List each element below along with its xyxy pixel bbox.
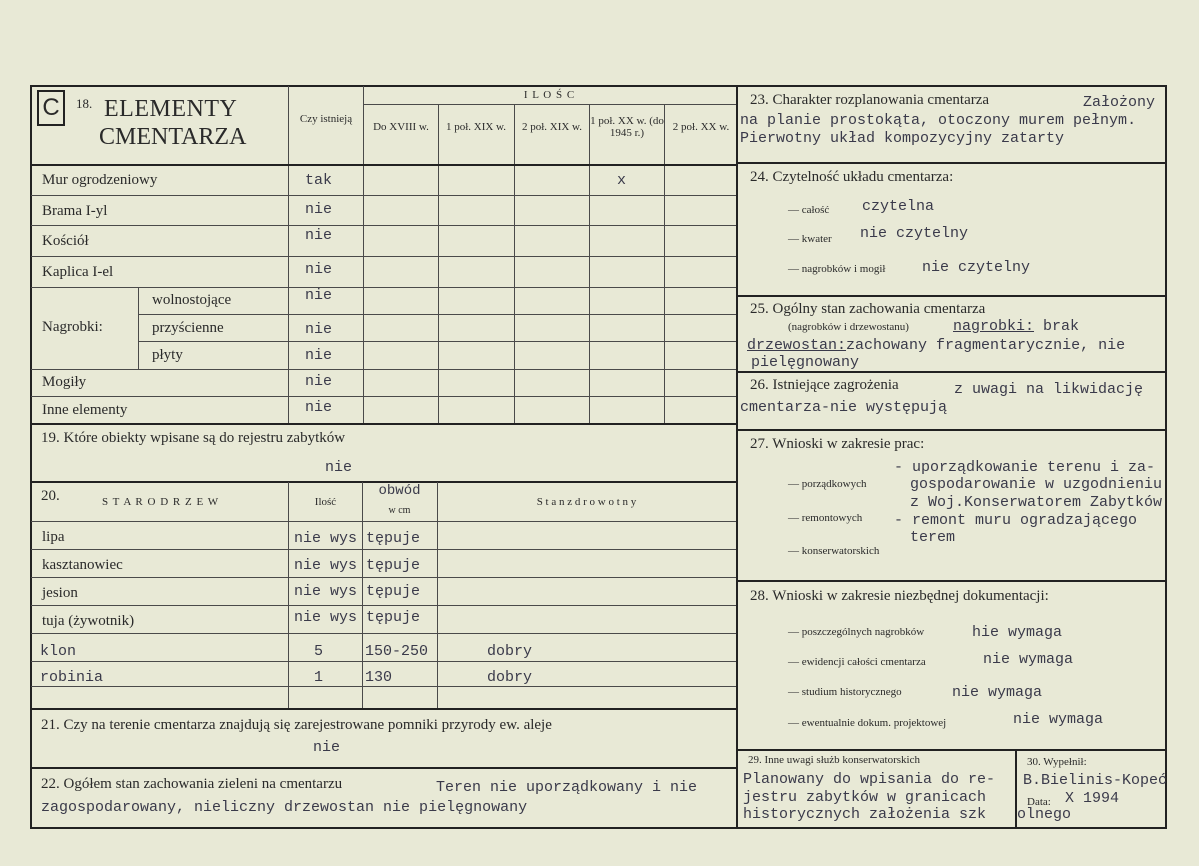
tree-name: klon — [40, 643, 77, 660]
q26-label: 26. Istniejące zagrożenia — [750, 377, 899, 393]
q28-item-label: — ewidencji całości cmentarza — [788, 656, 926, 668]
title-line1: ELEMENTY — [104, 96, 238, 122]
q20-col-obwod-unit: w cm — [388, 505, 411, 516]
tree-count: nie wys — [294, 557, 358, 574]
q30-name: B.Bielinis-Kopeć — [1023, 772, 1168, 789]
tree-name: tuja (żywotnik) — [42, 613, 135, 629]
q20-col-ilosc: Ilość — [314, 496, 337, 508]
q28-item-label: — ewentualnie dokum. projektowej — [788, 717, 947, 729]
line — [31, 287, 736, 288]
tree-count: nie wys — [294, 583, 358, 600]
q19-answer: nie — [325, 459, 353, 476]
q28-item-label: — studium historycznego — [788, 686, 902, 698]
line — [737, 371, 1167, 373]
line — [737, 580, 1167, 582]
tree-name: lipa — [42, 529, 65, 545]
q20-col-obwod-typed: obwód — [378, 483, 421, 499]
line — [514, 104, 515, 424]
line — [30, 767, 736, 769]
q24-item-value: nie czytelny — [860, 225, 969, 242]
line — [31, 256, 736, 257]
period-header-3: 2 poł. XIX w. — [521, 121, 583, 133]
q25-answer-rest-2: zachowany fragmentarycznie, nie — [846, 337, 1126, 354]
q24-item-value: czytelna — [862, 198, 935, 215]
tree-name: robinia — [40, 669, 104, 686]
frame-bottom — [30, 827, 1167, 829]
row-exists: nie — [305, 347, 333, 364]
row-label: Brama I-yl — [42, 203, 108, 219]
period-header-1: Do XVIII w. — [373, 121, 429, 133]
tree-count: nie wys — [294, 609, 358, 626]
q23-answer-line1: Założony — [1083, 94, 1156, 111]
q22-answer-line2: zagospodarowany, nieliczny drzewostan nie pielęgnowany — [41, 799, 528, 816]
q25-answer-line2 — [747, 337, 1125, 354]
row-exists: nie — [305, 287, 333, 304]
tree-name: jesion — [42, 585, 78, 601]
line — [31, 369, 736, 370]
q27-answer-line1: - uporządkowanie terenu i za- — [894, 459, 1156, 476]
q20-number: 20. — [41, 488, 60, 504]
q27-item-label: — konserwatorskich — [788, 545, 880, 557]
q28-item-value: nie wymaga — [952, 684, 1043, 701]
q30-label: 30. Wypełnił: — [1027, 756, 1087, 768]
row-exists: nie — [305, 261, 333, 278]
tree-state: dobry — [487, 669, 533, 686]
line — [31, 633, 736, 634]
q27-answer-line3: z Woj.Konserwatorem Zabytków — [910, 494, 1163, 511]
line — [30, 423, 736, 425]
q29-answer-line2: jestru zabytków w granicach — [743, 789, 987, 806]
line — [31, 605, 736, 606]
tree-circ: tępuje — [366, 609, 421, 626]
title-line2: CMENTARZA — [99, 124, 247, 150]
q25-answer-line1 — [953, 318, 1079, 335]
q27-answer-line5: terem — [910, 529, 956, 546]
q30-date-label: Data: — [1027, 796, 1051, 808]
row-exists: nie — [305, 373, 333, 390]
q27-item-label: — porządkowych — [788, 478, 867, 490]
line — [31, 396, 736, 397]
line — [288, 86, 289, 424]
q23-answer-line3: Pierwotny układ kompozycyjny zatarty — [740, 130, 1065, 147]
tree-count: 1 — [314, 669, 324, 686]
frame-left — [30, 85, 32, 829]
row-label: Kościół — [42, 233, 89, 249]
tree-circ: 130 — [365, 669, 393, 686]
tree-state: dobry — [487, 643, 533, 660]
row-mark: x — [617, 172, 627, 189]
q26-answer-line2: cmentarza-nie występują — [740, 399, 948, 416]
q29-answer-line1: Planowany do wpisania do re- — [743, 771, 996, 788]
tree-circ: 150-250 — [365, 643, 429, 660]
q23-answer-line2: na planie prostokąta, otoczony murem pełnym. — [740, 112, 1137, 129]
q25-answer-underlined: nagrobki: — [953, 318, 1035, 335]
line — [138, 287, 139, 369]
q23-label: 23. Charakter rozplanowania cmentarza — [750, 92, 990, 108]
q27-label: 27. Wnioski w zakresie prac: — [750, 436, 925, 452]
line — [363, 104, 736, 105]
row-exists: nie — [305, 321, 333, 338]
line — [31, 521, 736, 522]
q22-label: 22. Ogółem stan zachowania zieleni na cmentarzu — [41, 776, 343, 792]
tree-name: kasztanowiec — [42, 557, 123, 573]
q28-item-label: — poszczególnych nagrobków — [788, 626, 925, 638]
q29-answer-tail: olnego — [1017, 806, 1072, 823]
q27-answer-line2: gospodarowanie w uzgodnieniu — [910, 476, 1163, 493]
row-label: Mur ogrodzeniowy — [42, 172, 158, 188]
q22-answer-line1: Teren nie uporządkowany i nie — [436, 779, 698, 796]
q29-answer-line3: historycznych założenia szk — [743, 806, 987, 823]
line — [30, 708, 736, 710]
line — [31, 225, 736, 226]
period-header-2: 1 poł. XIX w. — [445, 121, 507, 133]
period-header-4: 1 poł. XX w. (do 1945 r.) — [590, 115, 664, 139]
row-exists: nie — [305, 399, 333, 416]
q25-label: 25. Ogólny stan zachowania cmentarza — [750, 301, 986, 317]
line — [31, 195, 736, 196]
line — [437, 482, 438, 708]
row-label: płyty — [152, 347, 183, 363]
line — [737, 295, 1167, 297]
q24-item-value: nie czytelny — [922, 259, 1031, 276]
title-number: 18. — [76, 96, 93, 111]
row-exists: nie — [305, 201, 333, 218]
q21-label: 21. Czy na terenie cmentarza znajdują się zarejestrowane pomniki przyrody ew. aleje — [41, 717, 552, 733]
line — [438, 104, 439, 424]
row-label: przyścienne — [152, 320, 224, 336]
line — [363, 86, 364, 424]
q24-item-label: — kwater — [788, 233, 832, 245]
q28-label: 28. Wnioski w zakresie niezbędnej dokumentacji: — [750, 588, 1049, 604]
q27-answer-line4: - remont muru ogradzającego — [894, 512, 1138, 529]
line — [30, 164, 736, 166]
line — [589, 104, 590, 424]
line — [138, 341, 736, 342]
q26-answer-line1: z uwagi na likwidację — [954, 381, 1144, 398]
q20-title: S T A R O D R Z E W — [102, 496, 220, 508]
row-label: wolnostojące — [152, 292, 232, 308]
tree-count: nie wys — [294, 530, 358, 547]
q24-item-label: — całość — [788, 204, 830, 216]
line — [31, 686, 736, 687]
q25-answer-rest: brak — [1034, 318, 1080, 335]
line — [31, 577, 736, 578]
tree-circ: tępuje — [366, 530, 421, 547]
line — [737, 429, 1167, 431]
tree-circ: tępuje — [366, 557, 421, 574]
line — [737, 162, 1167, 164]
period-header-5: 2 poł. XX w. — [672, 121, 730, 133]
q21-answer: nie — [313, 739, 341, 756]
q24-label: 24. Czytelność układu cmentarza: — [750, 169, 954, 185]
line — [31, 661, 736, 662]
q25-sublabel: (nagrobków i drzewostanu) — [788, 321, 909, 333]
q25-answer-line3: pielęgnowany — [751, 354, 860, 371]
q28-item-value: nie wymaga — [983, 651, 1074, 668]
q30-date: X 1994 — [1065, 790, 1120, 807]
col-exists-header: Czy istnieją — [299, 113, 353, 125]
frame-right — [1165, 85, 1167, 829]
row-exists: nie — [305, 227, 333, 244]
q28-item-value: hie wymaga — [972, 624, 1063, 641]
line — [288, 482, 289, 708]
nagrobki-label: Nagrobki: — [42, 319, 103, 335]
row-label: Mogiły — [42, 374, 87, 390]
row-exists: tak — [305, 172, 333, 189]
frame-middle — [736, 85, 738, 829]
q25-answer-underlined-2: drzewostan: — [747, 337, 847, 354]
line — [664, 104, 665, 424]
q28-item-value: nie wymaga — [1013, 711, 1104, 728]
q19-label: 19. Które obiekty wpisane są do rejestru zabytków — [41, 430, 346, 446]
q24-item-label: — nagrobków i mogił — [788, 263, 886, 275]
col-ilosc-header: I L O Ś C — [523, 89, 576, 101]
row-label: Kaplica I-el — [42, 264, 114, 280]
line — [138, 314, 736, 315]
row-label: Inne elementy — [42, 402, 128, 418]
line — [737, 749, 1167, 751]
q29-label: 29. Inne uwagi służb konserwatorskich — [748, 754, 920, 766]
q27-item-label: — remontowych — [788, 512, 863, 524]
q20-col-stan: S t a n z d r o w o t n y — [536, 496, 637, 508]
section-letter: C — [37, 90, 65, 126]
tree-count: 5 — [314, 643, 324, 660]
frame-top — [30, 85, 1167, 87]
tree-circ: tępuje — [366, 583, 421, 600]
line — [31, 549, 736, 550]
